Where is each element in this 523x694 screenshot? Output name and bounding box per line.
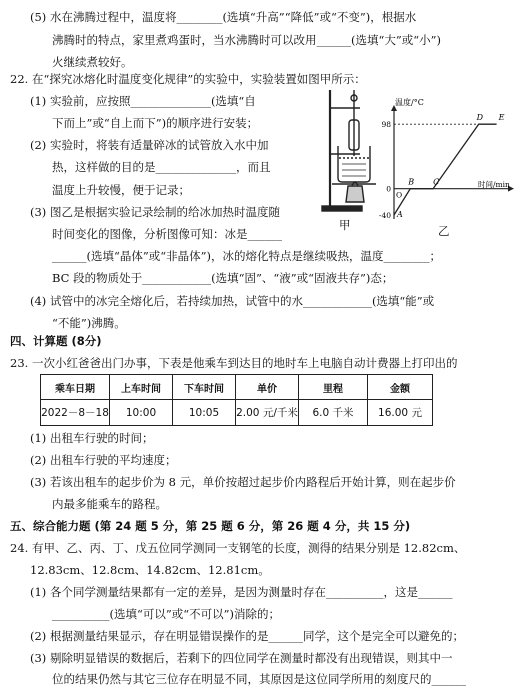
q24-part3-line2: 位的结果仍然与其它三位存在明显不同，其原因是这位同学所用的刻度尺的______ <box>52 672 466 686</box>
chart-ylabel: 温度/°C <box>395 98 424 107</box>
q23-part3-line1: (3) 若该出租车的起步价为 8 元，单价按超过起步价内路程后开始计算，则在起步价 <box>30 475 456 489</box>
figure-yi-label: 乙 <box>438 224 450 238</box>
header-alight-time: 下车时间 <box>173 375 236 400</box>
chart-ytick-label: -40 <box>378 211 391 220</box>
q22-part3-line2: 时间变化的图像，分析图像可知：冰是______ <box>52 227 282 241</box>
q22-part2-line2: 热，这样做的目的是______________，而且 <box>52 160 271 174</box>
q23-part3-line2: 内最多能乘车的路程。 <box>52 497 167 511</box>
q23-part2: (2) 出租车行驶的平均速度； <box>30 453 177 467</box>
q22-part4-line1: (4) 试管中的冰完全熔化后，若持续加热，试管中的水____________(选填“能”或 <box>30 294 435 308</box>
fare-receipt-table <box>40 374 433 426</box>
q22-part1-line2: 下而上”或“自上而下”)的顺序进行安装； <box>52 116 259 130</box>
q23-part1: (1) 出租车行驶的时间； <box>30 431 154 445</box>
chart-point-label-c: C <box>433 177 440 187</box>
chart-point-label-e: E <box>498 113 505 123</box>
cell-board-time: 10:00 <box>110 400 173 426</box>
q22-part1-line1: (1) 实验前，应按照______________(选填“自 <box>30 94 256 108</box>
chart-point-label-a: A <box>397 210 403 219</box>
chart-point-label-d: D <box>476 113 484 123</box>
q23-line1: 23. 一次小红爸爸出门办事，下表是他乘车到达目的地时车上电脑自动计费器上打印出的 <box>10 356 458 370</box>
chart-point-label-b: B <box>408 177 415 187</box>
q22-part3-line1: (3) 图乙是根据实验记录绘制的给冰加热时温度随 <box>30 205 280 219</box>
q22-part4-line2: “不能”)沸腾。 <box>52 316 126 330</box>
cell-alight-time: 10:05 <box>173 400 236 426</box>
q24-part2: (2) 根据测量结果显示，存在明显错误操作的是______同学，这个是完全可以避免的； <box>30 629 464 643</box>
q24-part1-line1: (1) 各个同学测量结果都有一定的差异，是因为测量时存在__________，这是______ <box>30 585 453 599</box>
q22-stem: 22. 在“探究冰熔化时温度变化规律”的实验中，实验装置如图甲所示： <box>10 72 366 86</box>
cell-unit-price: 2.00 元/千米 <box>236 400 299 426</box>
cell-date: 2022－8－18 <box>41 400 110 426</box>
q24-part3-line1: (3) 剔除明显错误的数据后，若剩下的四位同学在测量时都没有出现错误，则其中一 <box>30 651 453 665</box>
cell-amount: 16.00 元 <box>368 400 433 426</box>
chart-origin-label: O <box>396 190 403 200</box>
table-row <box>41 400 433 426</box>
header-unit-price: 单价 <box>236 375 299 400</box>
q24-line2: 12.83cm、12.8cm、14.82cm、12.81cm。 <box>30 563 270 577</box>
temperature-time-graph <box>370 95 515 225</box>
q21-part5-line3: 火继续煮较好。 <box>52 55 133 69</box>
chart-ytick-label: 0 <box>386 184 391 194</box>
q22-part3-line4: BC 段的物质处于____________(选填“固”、“液”或“固液共存”)态； <box>52 271 394 285</box>
section-5-heading: 五、综合能力题 (第 24 题 5 分，第 25 题 6 分，第 26 题 4 分，共 15 分) <box>10 519 411 533</box>
chart-series-line <box>394 124 497 215</box>
q22-part3-line3: ______(选填“晶体”或“非晶体”)，冰的熔化特点是继续吸热，温度________； <box>52 249 441 263</box>
cell-distance: 6.0 千米 <box>299 400 368 426</box>
figure-jia-label: 甲 <box>339 218 351 232</box>
header-amount: 金额 <box>368 375 433 400</box>
header-board-time: 上车时间 <box>110 375 173 400</box>
q22-part2-line1: (2) 实验时，将装有适量碎冰的试管放入水中加 <box>30 138 269 152</box>
q21-part5-line1: (5) 水在沸腾过程中，温度将________(选填“升高”“降低”或“不变”)，根据水 <box>30 10 417 24</box>
q24-part1-line2: __________(选填“可以”或“不可以”)消除的； <box>52 607 280 621</box>
q21-part5-line2: 沸腾时的特点，家里煮鸡蛋时，当水沸腾时可以改用______(选填“大”或“小”) <box>52 33 441 47</box>
section-4-heading: 四、计算题 (8分) <box>10 334 102 348</box>
chart-ytick-label: 98 <box>381 120 391 130</box>
q24-line1: 24. 有甲、乙、丙、丁、戊五位同学测同一支钢笔的长度，测得的结果分别是 12.82cm、 <box>10 541 466 555</box>
chart-xlabel: 时间/min <box>478 180 510 189</box>
header-distance: 里程 <box>299 375 368 400</box>
q22-part2-line3: 温度上升较慢，便于记录； <box>52 183 190 197</box>
table-header-row <box>41 375 433 400</box>
header-date: 乘车日期 <box>41 375 110 400</box>
